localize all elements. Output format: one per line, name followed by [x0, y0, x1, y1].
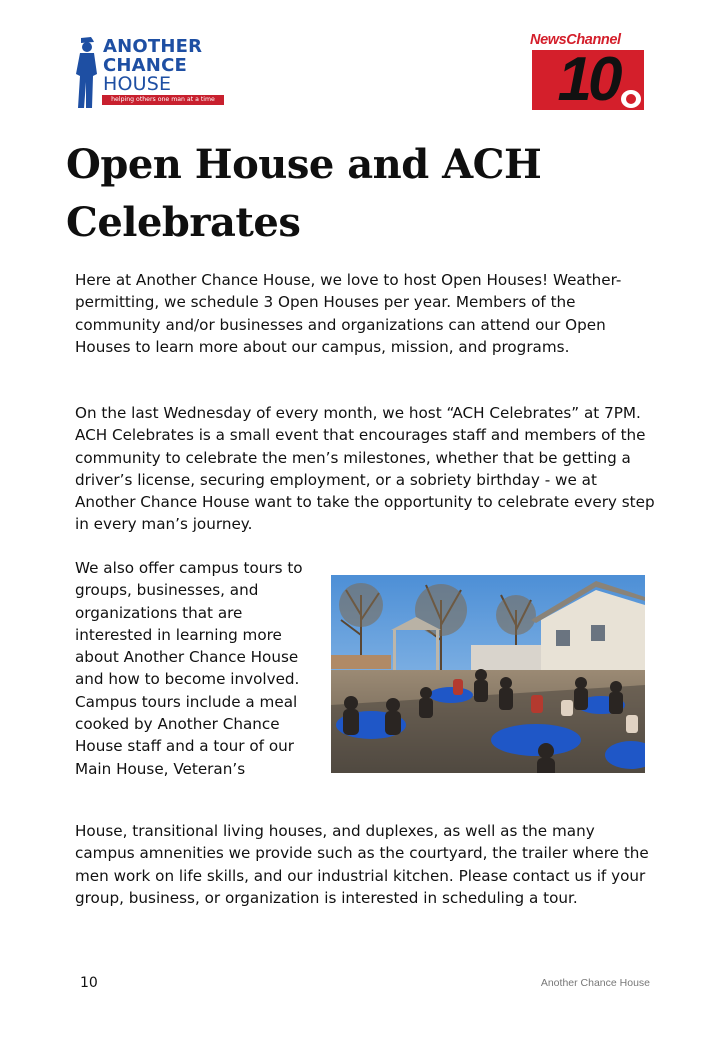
paragraph-ach-celebrates: On the last Wednesday of every month, we host “ACH Celebrates” at 7PM. ACH Celebrates is a small event that encourages staff and members of the community to celebrate the men’s milestones, whether that be getting a driver’s license, securing employment, or a sobriety birthday - we at Another Chance House want to take the opportunity to celebrate every step in every man’s journey. [75, 404, 655, 534]
person-silhouette-icon [72, 34, 102, 110]
logo-line-1: ANOTHER [103, 36, 203, 57]
paragraph-campus-tours-part2: House, transitional living houses, and duplexes, as well as the many campus amnenities we provide such as the courtyard, the trailer where the men work on life skills, and our industrial kitchen. Please contact us if your group, business, or organization is interested in scheduling a tour. [75, 822, 649, 907]
page-number: 10 [80, 975, 98, 991]
logo-line-2: CHANCE [103, 55, 187, 76]
logo-tagline: helping others one man at a time [102, 95, 224, 105]
channel-number: 10 [532, 50, 644, 110]
newschannel-10-logo [530, 30, 646, 112]
paragraph-campus-tours-part1: We also offer campus tours to groups, businesses, and organizations that are interested in learning more about Another Chance House and how to become involved. Campus tours include a meal cooked by Another Chance House staff and a tour of our Main House, Veteran’s [75, 559, 303, 778]
paragraph-open-houses: Here at Another Chance House, we love to host Open Houses! Weather-permitting, we schedule 3 Open Houses per year. Members of the community and/or businesses and organizations can attend our Open Houses to learn more about our campus, mission, and programs. [75, 271, 622, 356]
newschannel-wordmark: NewsChannel [530, 32, 621, 48]
page-title: Open House and ACH Celebrates [66, 141, 542, 246]
cbs-eye-icon [620, 88, 642, 110]
footer-organization: Another Chance House [540, 977, 650, 989]
logo-line-3: HOUSE [103, 73, 172, 95]
another-chance-house-logo [72, 34, 228, 110]
courtyard-event-photo [331, 575, 645, 773]
